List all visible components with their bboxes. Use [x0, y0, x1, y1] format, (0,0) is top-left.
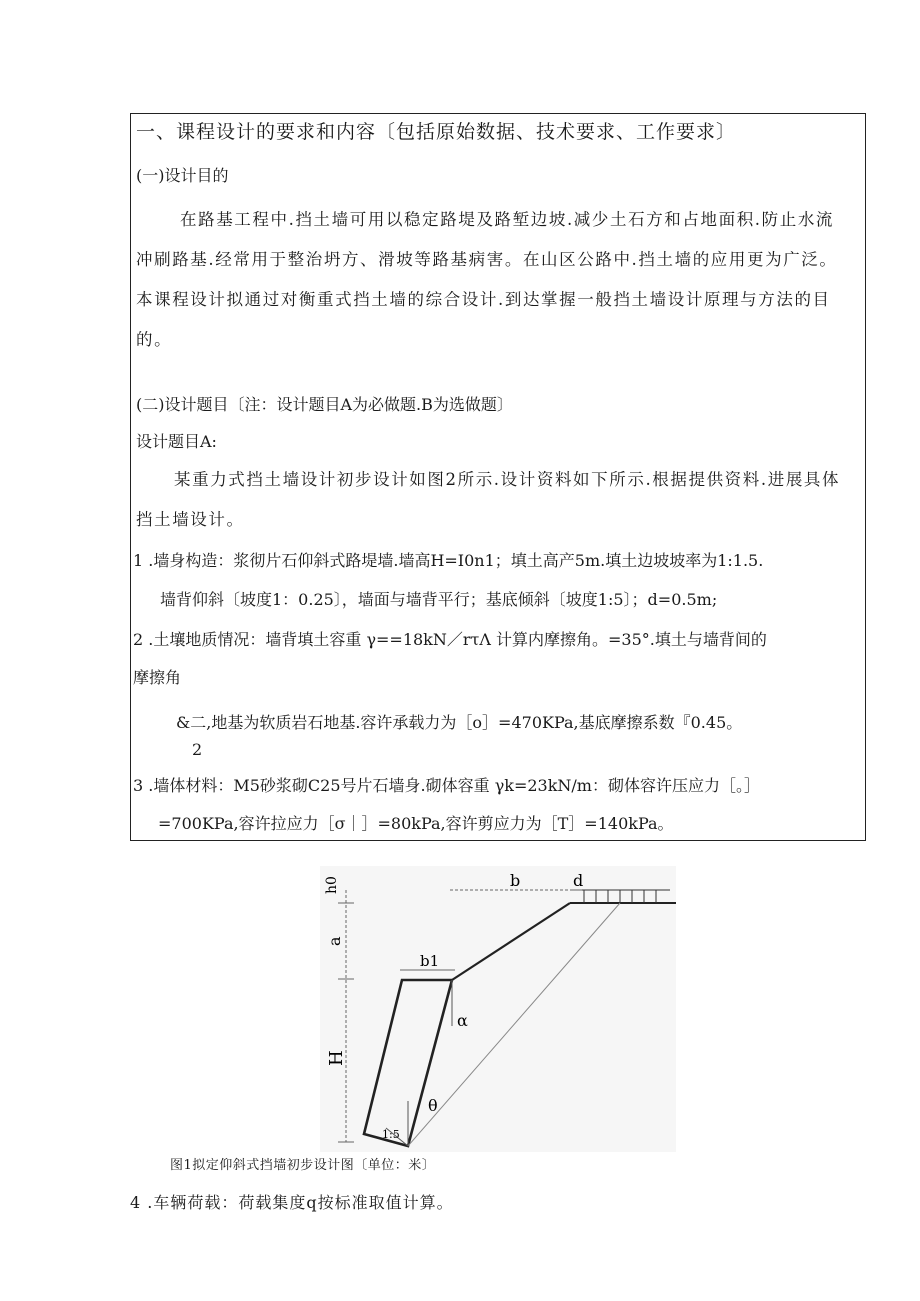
- item2-foundation: &二,地基为软质岩石地基.容许承载力为［o］=470KPa,基底摩擦系数『0.45。: [176, 713, 743, 732]
- purpose-line-4: 的。: [136, 330, 173, 349]
- item1-line-1: 1 .墙身构造：浆彻片石仰斜式路堤墙.墙高H=I0n1；填土高产5m.填土边坡坡率为1:1.5.: [133, 551, 764, 570]
- label-b1: b1: [420, 952, 440, 970]
- fill-slope: [452, 903, 570, 980]
- label-d: d: [573, 871, 584, 890]
- retaining-wall-diagram: [320, 866, 676, 1152]
- item4-vehicle-load: 4 .车辆荷载：荷载集度q按标准取值计算。: [130, 1193, 454, 1212]
- retaining-wall-figure: [320, 866, 676, 1152]
- section-heading: 一、课程设计的要求和内容〔包括原始数据、技术要求、工作要求〕: [136, 121, 737, 143]
- label-theta: θ: [428, 1096, 438, 1115]
- label-alpha: α: [457, 1011, 468, 1030]
- intro-line-2: 挡土墙设计。: [136, 510, 245, 529]
- item3-line-2: =700KPa,容许拉应力［σ｜］=80kPa,容许剪应力为［T］=140kPa。: [158, 814, 674, 833]
- purpose-line-2: 冲刷路基.经常用于整治坍方、滑坡等路基病害。在山区公路中.挡土墙的应用更为广泛。: [136, 250, 838, 269]
- item2-subscript: 2: [192, 740, 203, 759]
- label-base-slope: 1:5: [382, 1128, 400, 1141]
- purpose-line-3: 本课程设计拟通过对衡重式挡土墙的综合设计.到达掌握一般挡土墙设计原理与方法的目: [136, 290, 831, 309]
- vehicle-load-hatch: [582, 890, 670, 903]
- item2-line-1: 2 .土壤地质情况：墙背填土容重 γ==18kN／rτΛ 计算内摩擦角。=35°.填土与墙背间的: [133, 630, 767, 649]
- topic-a-label: 设计题目A:: [136, 432, 217, 451]
- label-b: b: [510, 871, 521, 890]
- purpose-line-1: 在路基工程中.挡土墙可用以稳定路堤及路堑边坡.减少土石方和占地面积.防止水流: [180, 210, 835, 229]
- label-h0: h0: [324, 876, 340, 894]
- label-H: H: [326, 1050, 347, 1066]
- purpose-title: (一)设计目的: [136, 166, 229, 185]
- item2-line-2: 摩擦角: [133, 668, 182, 687]
- intro-line-1: 某重力式挡土墙设计初步设计如图2所示.设计资料如下所示.根据提供资料.进展具体: [174, 470, 841, 489]
- item1-line-2: 墙背仰斜〔坡度1：0.25〕，墙面与墙背平行；基底倾斜〔坡度1:5〕；d=0.5m;: [160, 590, 718, 609]
- topic-title: (二)设计题目〔注：设计题目A为必做题.B为选做题〕: [136, 395, 513, 414]
- item3-line-1: 3 .墙体材料：M5砂浆砌C25号片石墙身.砌体容重 γk=23kN/m：砌体容许压应力［。］: [133, 776, 760, 795]
- label-a: a: [325, 936, 344, 946]
- figure-caption: 图1拟定仰斜式挡墙初步设计图〔单位：米〕: [170, 1158, 436, 1173]
